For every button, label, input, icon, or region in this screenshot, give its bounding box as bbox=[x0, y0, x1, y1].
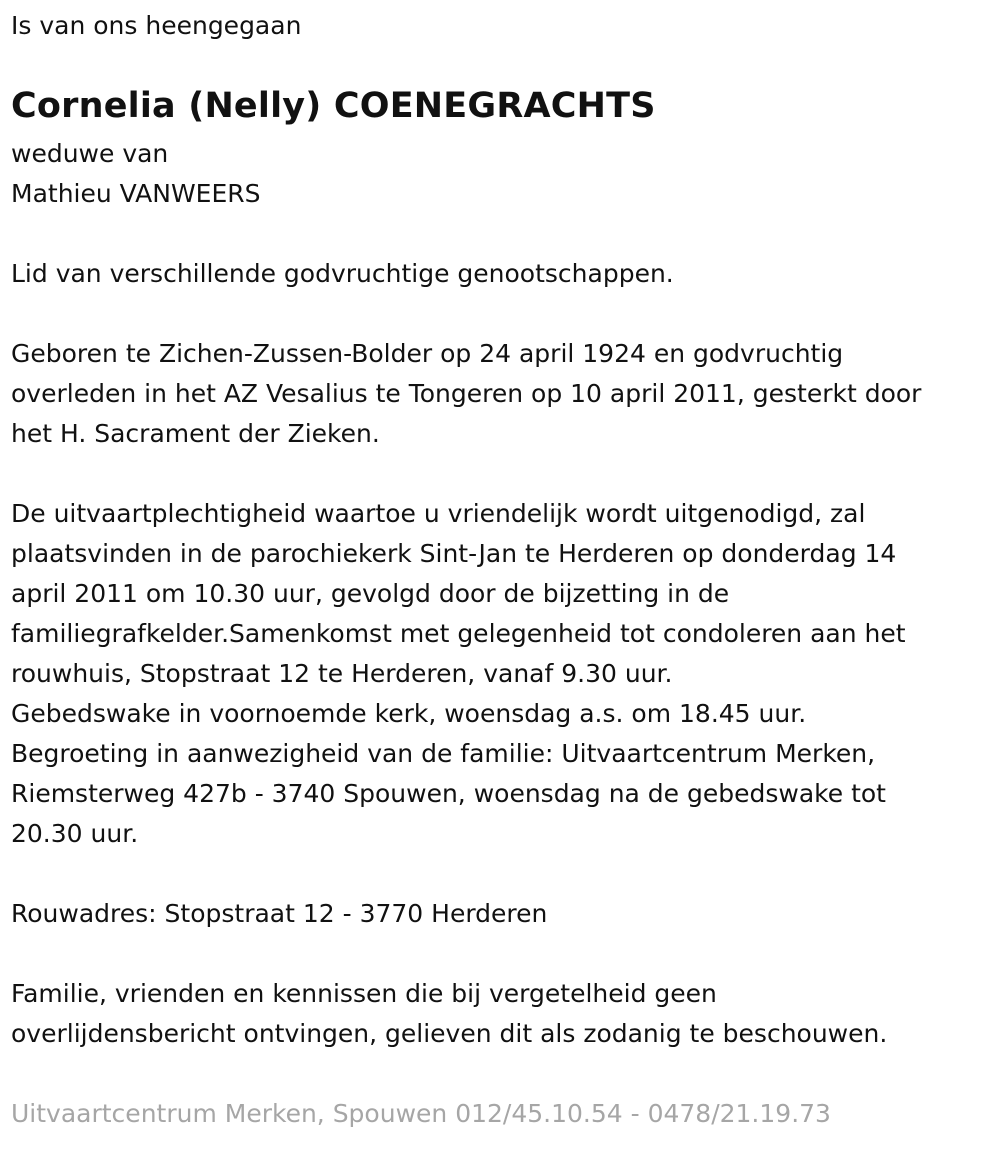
paragraph-line: april 2011 om 10.30 uur, gevolgd door de bijzetting in de bbox=[11, 579, 730, 608]
membership-text: Lid van verschillende godvruchtige genootschappen. bbox=[11, 259, 674, 288]
spouse-name: Mathieu VANWEERS bbox=[11, 179, 261, 208]
intro-text: Is van ons heengegaan bbox=[11, 11, 302, 40]
footer-block bbox=[11, 1094, 831, 1134]
paragraph-line: plaatsvinden in de parochiekerk Sint-Jan te Herderen op donderdag 14 bbox=[11, 539, 897, 568]
paragraph-line: Geboren te Zichen-Zussen-Bolder op 24 april 1924 en godvruchtig bbox=[11, 339, 844, 368]
paragraph-line: Riemsterweg 427b - 3740 Spouwen, woensdag na de gebedswake tot bbox=[11, 779, 886, 808]
paragraph-line: overleden in het AZ Vesalius te Tongeren op 10 april 2011, gesterkt door bbox=[11, 379, 922, 408]
ceremony-block bbox=[11, 494, 906, 854]
notice-block bbox=[11, 974, 887, 1054]
paragraph-line: rouwhuis, Stopstraat 12 te Herderen, vanaf 9.30 uur. bbox=[11, 659, 673, 688]
address-block bbox=[11, 894, 547, 934]
paragraph-line: Gebedswake in voornoemde kerk, woensdag a.s. om 18.45 uur. bbox=[11, 699, 807, 728]
funeral-home-contact: Uitvaartcentrum Merken, Spouwen 012/45.10.54 - 0478/21.19.73 bbox=[11, 1099, 831, 1128]
paragraph-line: het H. Sacrament der Zieken. bbox=[11, 419, 380, 448]
birth-death-block bbox=[11, 334, 921, 454]
paragraph-line: familiegrafkelder.Samenkomst met gelegenheid tot condoleren aan het bbox=[11, 619, 906, 648]
membership-block bbox=[11, 254, 674, 294]
relation-block bbox=[11, 134, 261, 214]
paragraph-line: 20.30 uur. bbox=[11, 819, 139, 848]
relation-label: weduwe van bbox=[11, 139, 169, 168]
paragraph-line: Familie, vrienden en kennissen die bij vergetelheid geen bbox=[11, 979, 717, 1008]
paragraph-line: Begroeting in aanwezigheid van de familie: Uitvaartcentrum Merken, bbox=[11, 739, 876, 768]
paragraph-line: De uitvaartplechtigheid waartoe u vriendelijk wordt uitgenodigd, zal bbox=[11, 499, 866, 528]
deceased-name: Cornelia (Nelly) COENEGRACHTS bbox=[11, 86, 656, 126]
paragraph-line: overlijdensbericht ontvingen, gelieven dit als zodanig te beschouwen. bbox=[11, 1019, 888, 1048]
mourning-address: Rouwadres: Stopstraat 12 - 3770 Herderen bbox=[11, 899, 548, 928]
